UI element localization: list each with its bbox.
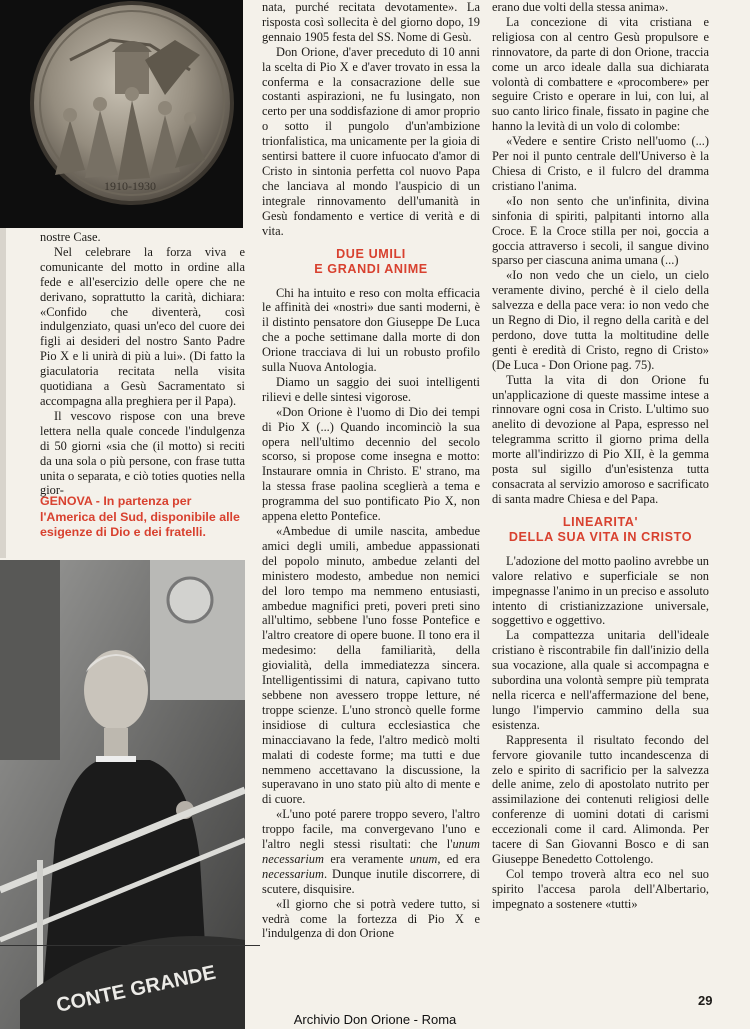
subheading-linearita	[492, 515, 709, 545]
paragraph: «Don Orione è l'uomo di Dio dei tempi di Pio X (...) Quando incominciò la sua opera nell'ultimo decennio del secolo scorso, si propose come insegna e motto: Instaurare omnia in Christo. E' strano, ma la stessa frase paolina sceglierà a tema e programma del suo pontificato Pio X, non appena eletto Pontefice.	[262, 404, 480, 524]
subheading-line: E GRANDI ANIME	[314, 261, 428, 276]
paragraph: Diamo un saggio dei suoi intelligenti rilievi e delle sintesi vigorose.	[262, 374, 480, 404]
subheading-line: LINEARITA'	[562, 514, 639, 529]
archive-label: Archivio Don Orione - Roma	[293, 1012, 457, 1027]
paragraph: nostre Case.	[40, 230, 101, 244]
paragraph: nata, purché recitata devotamente». La risposta così sollecita è del giorno dopo, 19 gennaio 1905 festa del SS. Nome di Gesù.	[262, 0, 480, 44]
paragraph: Il vescovo rispose con una breve lettera nella quale concede l'indulgenza di 50 giorni «sia che (il motto) si reciti da una sola o più persone, con frase tutta unita o separata, e ciò toties quoties nella gior-	[40, 408, 245, 498]
text-column-2	[262, 0, 480, 941]
paragraph: Col tempo troverà altra eco nel suo spirito l'accesa parola dell'Albertario, impegnato a sostenere «tutti»	[492, 866, 709, 911]
page-number: 29	[698, 993, 713, 1008]
don-orione-ship-photo	[0, 560, 245, 1029]
italic-text: unum	[409, 851, 438, 866]
paragraph: Rappresenta il risultato fecondo del fervore giovanile tutto incandescenza di zelo e spirito di sacrificio per la salvezza delle anime, zelo di apostolato nutrito per assimilazione dei contenuti religiosi delle conferenze di uomini dotati di carismi eccezionali come il card. Alimonda. Per tacere di San Giovanni Bosco e di san Giuseppe Benedetto Cottolengo.	[492, 732, 709, 866]
paragraph: erano due volti della stessa anima».	[492, 0, 669, 14]
subheading-line: DELLA SUA VITA IN CRISTO	[508, 529, 693, 544]
medal-illustration	[0, 0, 243, 228]
paragraph: «Vedere e sentire Cristo nell'uomo (...) Per noi il punto centrale dell'Universo è la Chiesa di Cristo, e il fulcro del dramma cristiano l'anima.	[492, 134, 709, 193]
paragraph: La compattezza unitaria dell'ideale cristiano è riscontrabile fin dall'inizio della sua vocazione, alla quale si accompagna e subordina una volontà sempre più temprata nella ricerca e nell'affermazione del bene, lungo l'impervio cammino della sua esistenza.	[492, 628, 709, 732]
text-run: . Dunque inutile discorrere, di scutere, disquisire.	[262, 866, 480, 896]
text-column-3	[492, 0, 709, 912]
subheading-line: DUE UMILI	[336, 246, 406, 261]
paragraph: Nel celebrare la forza viva e comunicante del motto in ordine alla fede e all'esercizio delle opere che ne derivano, soprattutto la carità, dichiara: «Confido che diventerà, così indulgenziato, quasi un'eco del cuore dei figli ai desideri del nostro Santo Padre Pio X e li unirà di più a lui». (Di fatto la giaculatoria recitata nella visita quotidiana a Gesù Sacramentato si accompagna alla preghiera per il Papa).	[40, 244, 245, 408]
paragraph: «Io non sento che un'infinita, divina sinfonia di spiriti, palpitanti intorno alla Croce. E la Croce stilla per noi, goccia a goccia attraverso i secoli, il sangue divino sparso per ciascuna anima umana (...)	[492, 193, 709, 268]
paragraph: «Il giorno che si potrà vedere tutto, si vedrà come la fortezza di Pio X e l'indulgenza di don Orione	[262, 896, 480, 941]
paragraph: La concezione di vita cristiana e religiosa con al centro Gesù propulsore e rinnovatore, da parte di don Orione, traccia come un arco ideale dalla sua dichiarata volontà di combattere e «procombere» per seguire Cristo e operare in lui, con lui, al suo canto lirico finale, fissato in pagine che hanno la levità di un volo di colombe:	[492, 14, 709, 134]
ship-name-lettering: CONTE GRANDE	[54, 961, 218, 1017]
paragraph: L'adozione del motto paolino avrebbe un valore relativo e superficiale se non impegnasse l'animo in un preciso e assoluto intento di cristianizzazione universale, soggettivo e oggettivo.	[492, 553, 709, 628]
paragraph: «Ambedue di umile nascita, ambedue amici degli umili, ambedue appassionati del popolo minuto, ambedue zelanti del ministero modesto, ambedue non nemici del loro tempo ma nemmeno entusiasti, ambedue magnifici preti, poveri preti sino all'ultimo, sebbene l'uno fosse Pontefice e l'altro creatore di opere buone. Il tono era il medesimo: della familiarità, della giovialità, della immediatezza sincera. Intelligentissimi di natura, capivano tutto sebbene non avessero troppe letture, né troppe scienze. L'uno stroncò quelle forme insidiose di cultura ecclesiastica che minacciavano la fede, l'altro medicò molti malati di codeste forme; ma tutti e due nemmeno accettavano la discussione, la superavano in uno stato più alto di mente e di cuore.	[262, 524, 480, 807]
text-run: era veramente	[323, 851, 410, 866]
paragraph: Chi ha intuito e reso con molta efficacia le affinità dei «nostri» due santi moderni, è il distinto pensatore don Giuseppe De Luca che a poche settimane dalla morte di don Orione tracciava di lui un robusto profilo sulla Nuova Antologia.	[262, 285, 480, 375]
italic-text: unum necessarium	[262, 837, 480, 866]
paragraph: Don Orione, d'aver preceduto di 10 anni la scelta di Pio X e d'aver trovato in essa la conferma e la consacrazione delle sue costanti aspirazioni, ne fu lusingato, non certo per una soddisfazione di amor proprio o sotto il pungolo d'un'ambizione trionfalistica, ma unicamente per la gioia di sentirsi battere il cuore infuocato d'amor di Cristo in sintonia perfetta col nuovo Papa che lanciava al mondo l'auspicio di un integrale rinnovamento dell'umanità in Gesù fondamento e vertice di verità e di vita.	[262, 44, 480, 238]
photo-caption: GENOVA - In partenza per l'America del Sud, disponibile alle esigenze di Dio e dei fratelli.	[40, 494, 240, 539]
text-run: , ed era	[437, 851, 481, 866]
medal-inscription: 1910-1930	[104, 179, 156, 193]
commemorative-medal-image	[0, 0, 243, 228]
subheading-due-umili	[262, 247, 480, 277]
paragraph: Tutta la vita di don Orione fu un'applicazione di queste massime intese a rinnovare ogni cosa in Cristo. L'ultimo suo anelito di devozione al Papa, espresso nel telegramma scritto il giorno prima della morte all'indirizzo di Pio XII, è la gemma posta sul sigillo d'un'esistenza tutta consacrata al servizio amoroso e sacrificato di santa madre Chiesa e del Papa.	[492, 372, 709, 506]
page-edge-shadow	[0, 228, 6, 558]
paragraph: «Io non vedo che un cielo, un cielo veramente divino, perché è il cielo della salvezza e della pace vera: io non vedo che un Regno di Dio, il regno della carità e del perdono, dove tutta la moltitudine delle genti è eredità di Cristo, regno di Cristo» (De Luca - Don Orione pag. 75).	[492, 268, 709, 372]
paragraph	[262, 807, 480, 896]
text-column-1	[40, 230, 245, 498]
divider	[0, 945, 260, 946]
ship-photo-illustration	[0, 560, 245, 1029]
italic-text: necessarium	[262, 866, 324, 881]
text-run: «L'uno poté parere troppo severo, l'altro troppo facile, ma convergevano l'uno e l'altro negli stessi risultati: che l'	[262, 807, 480, 852]
